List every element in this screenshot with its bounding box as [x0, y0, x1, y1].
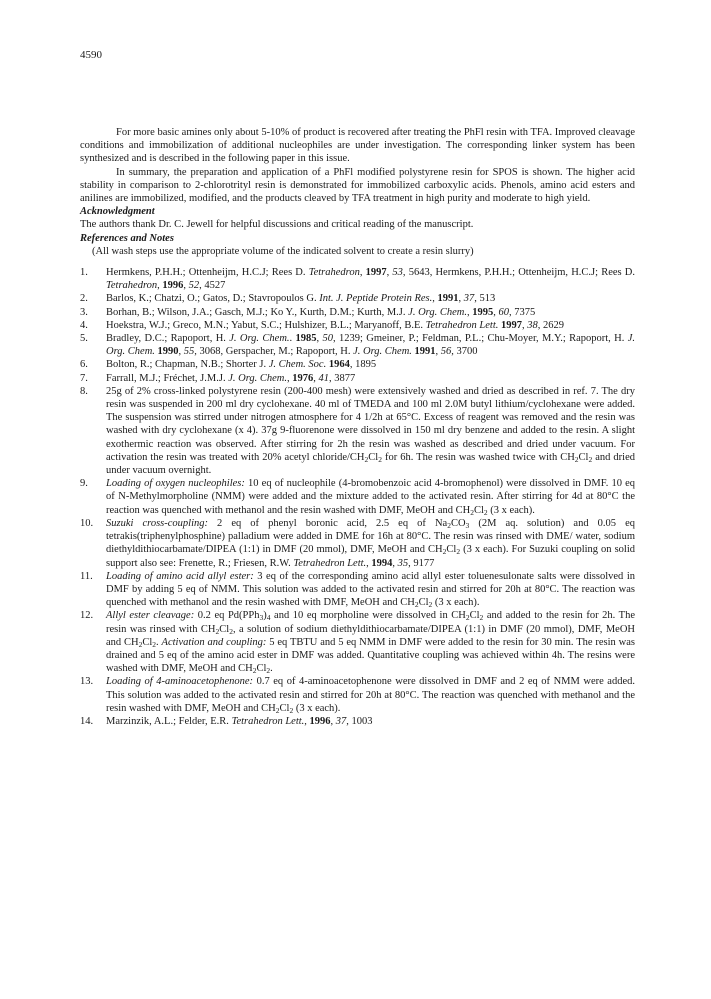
reference-item	[80, 385, 635, 477]
acknowledgment-heading: Acknowledgment	[80, 206, 155, 218]
references-heading: References and Notes	[80, 232, 174, 244]
reference-number: 2.	[80, 293, 88, 305]
reference-number: 7.	[80, 372, 88, 384]
reference-item	[80, 372, 635, 385]
reference-text: 25g of 2% cross-linked polystyrene resin (200-400 mesh) were extensively washed and dried as described in ref. 7. The dry resin was suspended in 200 ml dry cyclohexane. 40 ml of TMEDA and 100 ml 2.0M butyl lithium/cyclohexane were added. The suspension was stirred under nitrogen atmosphere for 4 1/2h at 65°C. Excess of reagent was removed and the resin was washed with dry cyclohexane (x 4). 37g 9-fluorenone were dissolved in 150 ml dry benzene and added to the resin. A slight exothermic reaction was observed. After stirring for 2h the resin was washed as described and dried under vacuum. For activation the resin was treated with 20% acetyl chloride/$CH_2Cl_2$ for 6h. The resin was washed twice with $CH_2Cl_2$ and dried under vacuum overnight.	[106, 385, 635, 477]
article-body	[80, 126, 635, 728]
references-intro: (All wash steps use the appropriate volume of the indicated solvent to create a resin slurry)	[92, 245, 474, 257]
reference-item	[80, 306, 635, 319]
reference-item	[80, 292, 635, 305]
reference-text: Hermkens, P.H.H.; Ottenheijm, H.C.J; Rees D. Tetrahedron, 1997, 53, 5643, Hermkens, P.H.H.; Ottenheijm, H.C.J; Rees D. Tetrahedron, 1996, 52, 4527	[106, 267, 635, 292]
body-paragraph-1: For more basic amines only about 5-10% of product is recovered after treating the PhFl resin with TFA. Improved cleavage conditions and immobilization of additional nucleophiles are under investigation. The corresponding linker system has been synthesized and is described in the following paper in this issue.	[80, 127, 635, 165]
reference-text: Marzinzik, A.L.; Felder, E.R. Tetrahedron Lett., 1996, 37, 1003	[106, 715, 373, 727]
reference-item	[80, 332, 635, 358]
reference-number: 9.	[80, 478, 88, 490]
reference-number: 1.	[80, 267, 88, 279]
reference-text: Bradley, D.C.; Rapoport, H. J. Org. Chem.. 1985, 50, 1239; Gmeiner, P.; Feldman, P.L.; Chu-Moyer, M.Y.; Rapoport, H. J. Org. Chem. 1990, 55, 3068, Gerspacher, M.; Rapoport, H. J. Org. Chem. 1991, 56, 3700	[106, 333, 636, 358]
acknowledgment-text: The authors thank Dr. C. Jewell for helpful discussions and critical reading of the manuscript.	[80, 219, 474, 231]
reference-item	[80, 319, 635, 332]
reference-text: Borhan, B.; Wilson, J.A.; Gasch, M.J.; Ko Y., Kurth, D.M.; Kurth, M.J. J. Org. Chem., 1995, 60, 7375	[106, 306, 536, 318]
reference-text: Barlos, K.; Chatzi, O.; Gatos, D.; Stavropoulos G. Int. J. Peptide Protein Res., 1991, 37, 513	[106, 293, 496, 305]
reference-item	[80, 266, 635, 292]
reference-text: Loading of oxygen nucleophiles: 10 eq of nucleophile (4-bromobenzoic acid 4-bromophenol) were dissolved in DMF. 10 eq of N-Methylmorpholine (NMM) were added and the mixture added to the activated resin. After stirring for 4d at 80°C the reaction was quenched with methanol and the resin washed with DMF, MeOH and $CH_2Cl_2$ (3 x each).	[106, 478, 635, 517]
page-number: 4590	[80, 49, 102, 61]
reference-text: Hoekstra, W.J.; Greco, M.N.; Yabut, S.C.; Hulshizer, B.L.; Maryanoff, B.E. Tetrahedron Lett. 1997, 38, 2629	[106, 319, 564, 331]
reference-number: 3.	[80, 306, 88, 318]
reference-text: Loading of amino acid allyl ester: 3 eq of the corresponding amino acid allyl ester toluenesulonate salts were dissolved in DMF by adding 5 eq of NMM. This solution was added to the activated resin and stirred for 20h at 80°C. The reaction was quenched with methanol and the resin washed with DMF, MeOH and $CH_2Cl_2$ (3 x each).	[106, 570, 635, 610]
reference-item	[80, 517, 635, 570]
reference-number: 4.	[80, 319, 88, 331]
reference-number: 5.	[80, 333, 88, 345]
reference-number: 6.	[80, 359, 88, 371]
reference-item	[80, 477, 635, 517]
reference-text: Loading of 4-aminoacetophenone: 0.7 eq of 4-aminoacetophenone were dissolved in DMF and 2 eq of NMM were added. This solution was added to the activated resin and stirred for 20h at 80°C. The reaction was quenched with methanol and the resin washed with DMF, MeOH and $CH_2Cl_2$ (3 x each).	[106, 676, 636, 715]
reference-text: Suzuki cross-coupling: 2 eq of phenyl boronic acid, 2.5 eq of $Na_2CO_3$ (2M aq. solution) and 0.05 eq tetrakis(triphenylphosphine) palladium were added in DME for 16h at 80°C. The resin was rinsed with DME/ water, sodium diethyldithiocarbamate/DIPEA (1:1) in DMF (20 mmol), DMF, MeOH and $CH_2Cl_2$ (3 x each). For Suzuki coupling on solid support also see: Frenette, R.; Friesen, R.W. Tetrahedron Lett., 1994, 35, 9177	[106, 517, 635, 569]
reference-number: 13.	[80, 676, 94, 688]
reference-text: Farrall, M.J.; Fréchet, J.M.J. J. Org. Chem., 1976, 41, 3877	[106, 372, 356, 384]
reference-number: 10.	[80, 517, 94, 529]
reference-number: 12.	[80, 610, 94, 622]
reference-number: 11.	[80, 570, 93, 582]
reference-item	[80, 715, 635, 728]
reference-item	[80, 570, 635, 610]
body-paragraph-2: In summary, the preparation and application of a PhFl modified polystyrene resin for SPOS is shown. The higher acid stability in comparison to 2-chlorotrityl resin is demonstrated for immobilized carboxylic acids. Phenols, amino acid esters and anilines are immobilized, modified, and the products cleaved by TFA treatment in high purity and moderate to high yield.	[80, 166, 635, 205]
reference-item	[80, 609, 635, 675]
reference-list	[80, 266, 635, 728]
reference-item	[80, 675, 635, 715]
reference-text: Allyl ester cleavage: 0.2 eq $Pd(PPh_3)_4$ and 10 eq morpholine were dissolved in $CH_2Cl_2$ and added to the resin for 2h. The resin was rinsed with $CH_2Cl_2$, a solution of sodium diethyldithiocarbamate/DIPEA (1:1) in DMF (20 mmol), DMF, MeOH and $CH_2Cl_2$. Activation and coupling: 5 eq TBTU and 5 eq NMM in DMF were added to the resin for 30 min. The resin was drained and 5 eq of the amino acid ester in DMF was added. Quantitative coupling was achieved within 4h. The resins were washed with DMF, MeOH and $CH_2Cl_2$.	[106, 610, 635, 676]
reference-number: 14.	[80, 715, 94, 727]
reference-item	[80, 358, 635, 371]
reference-text: Bolton, R.; Chapman, N.B.; Shorter J. J. Chem. Soc. 1964, 1895	[106, 359, 377, 371]
reference-number: 8.	[80, 385, 88, 397]
